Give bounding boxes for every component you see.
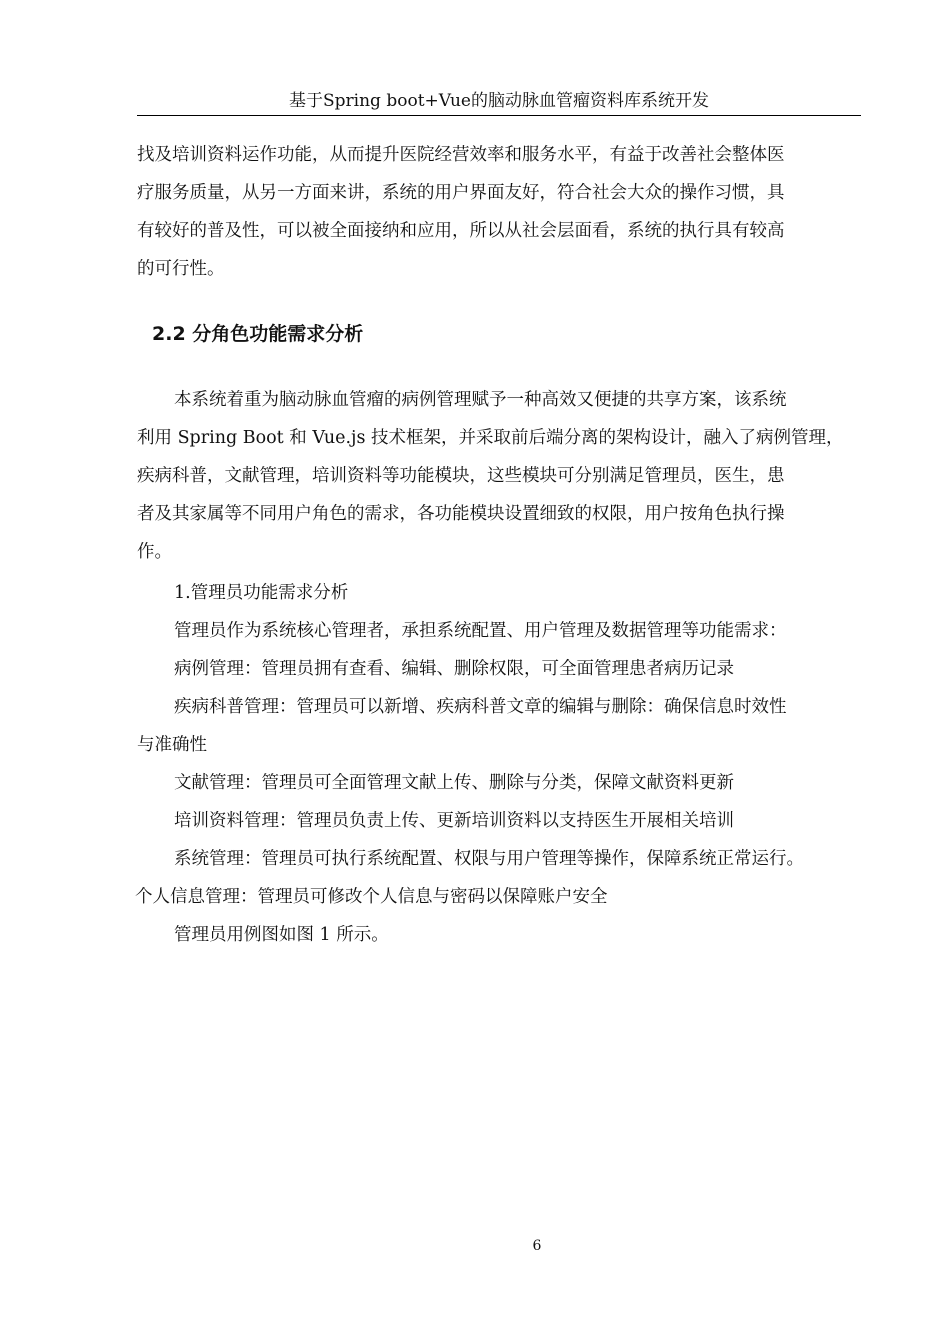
admin-intro: 管理员作为系统核心管理者，承担系统配置、用户管理及数据管理等功能需求： xyxy=(174,621,787,641)
text-line: 有较好的普及性，可以被全面接纳和应用，所以从社会层面看，系统的执行具有较高 xyxy=(137,221,785,241)
profile-management-item: 个人信息管理：管理员可修改个人信息与密码以保障账户安全 xyxy=(135,887,608,907)
text-line: 的可行性。 xyxy=(137,259,225,279)
case-management-item: 病例管理：管理员拥有查看、编辑、删除权限，可全面管理患者病历记录 xyxy=(174,659,734,679)
intro-paragraph xyxy=(137,136,861,288)
text-line: 疗服务质量，从另一方面来讲，系统的用户界面友好，符合社会大众的操作习惯，具 xyxy=(137,183,785,203)
overview-paragraph xyxy=(137,381,861,571)
system-management-item: 系统管理：管理员可执行系统配置、权限与用户管理等操作，保障系统正常运行。 xyxy=(174,849,804,869)
text-line: 疾病科普，文献管理，培训资料等功能模块，这些模块可分别满足管理员，医生，患 xyxy=(137,466,785,486)
figure-reference: 管理员用例图如图 1 所示。 xyxy=(174,925,389,945)
page-header-title: 基于Spring boot+Vue的脑动脉血管瘤资料库系统开发 xyxy=(289,91,709,111)
text-line: 找及培训资料运作功能，从而提升医院经营效率和服务水平，有益于改善社会整体医 xyxy=(137,145,785,165)
header-divider xyxy=(137,115,861,116)
admin-requirements xyxy=(137,574,861,954)
text-line: 作。 xyxy=(137,542,172,562)
page-number: 6 xyxy=(532,1238,542,1254)
text-line: 利用 Spring Boot 和 Vue.js 技术框架，并采取前后端分离的架构设计，融入了病例管理， xyxy=(137,428,844,448)
literature-management-item: 文献管理：管理员可全面管理文献上传、删除与分类，保障文献资料更新 xyxy=(174,773,734,793)
training-management-item: 培训资料管理：管理员负责上传、更新培训资料以支持医生开展相关培训 xyxy=(174,811,734,831)
section-heading: 2.2 分角色功能需求分析 xyxy=(152,323,364,345)
science-management-item-cont: 与准确性 xyxy=(137,735,207,755)
science-management-item: 疾病科普管理：管理员可以新增、疾病科普文章的编辑与删除：确保信息时效性 xyxy=(174,697,787,717)
text-line: 本系统着重为脑动脉血管瘤的病例管理赋予一种高效又便捷的共享方案，该系统 xyxy=(174,390,787,410)
text-line: 者及其家属等不同用户角色的需求，各功能模块设置细致的权限，用户按角色执行操 xyxy=(137,504,785,524)
admin-subtitle: 1.管理员功能需求分析 xyxy=(174,583,349,603)
